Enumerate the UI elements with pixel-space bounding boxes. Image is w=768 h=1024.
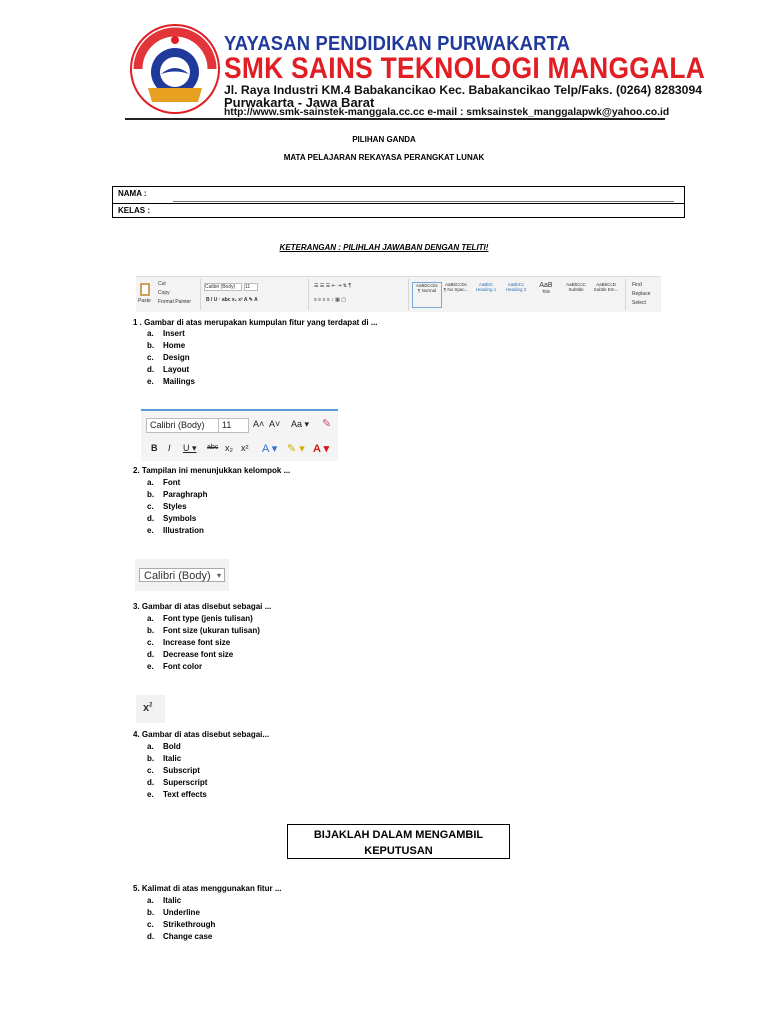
q3-option-b[interactable]: b. Font size (ukuran tulisan) bbox=[147, 626, 260, 635]
q4-option-c[interactable]: c. Subscript bbox=[147, 766, 200, 775]
motto-box bbox=[287, 824, 510, 859]
paragraph-group bbox=[310, 279, 409, 310]
clear-format-icon: ✎ bbox=[322, 418, 332, 430]
q3-option-e[interactable]: e. Font color bbox=[147, 662, 203, 671]
name-field[interactable] bbox=[173, 201, 674, 202]
name-label: NAMA : bbox=[118, 189, 147, 198]
grow-font-icon: A˄ bbox=[253, 419, 265, 429]
replace-label: Replace bbox=[632, 291, 651, 297]
q4-option-a[interactable]: a. Bold bbox=[147, 742, 181, 751]
q4-option-e[interactable]: e. Text effects bbox=[147, 790, 207, 799]
subscript-icon: x₂ bbox=[225, 443, 233, 453]
q3-option-d[interactable]: d. Decrease font size bbox=[147, 650, 234, 659]
font-name-combo: Calibri (Body) bbox=[146, 418, 219, 433]
superscript-icon: x² bbox=[241, 443, 249, 453]
school-name: SMK SAINS TEKNOLOGI MANGGALA bbox=[224, 52, 706, 85]
ribbon-format-buttons: B I U · abc x₂ x² A ✎ A bbox=[206, 297, 258, 303]
text-effects-icon: A ▾ bbox=[262, 443, 278, 455]
font-name-dropdown: Calibri (Body) ▾ bbox=[139, 568, 225, 582]
q5-option-c[interactable]: c. Strikethrough bbox=[147, 920, 216, 929]
clipboard-group bbox=[136, 279, 201, 310]
school-city: Purwakarta - Jawa Barat bbox=[224, 95, 375, 110]
font-group bbox=[202, 279, 309, 310]
superscript-icon: $x^2$ bbox=[143, 702, 153, 714]
editing-group bbox=[629, 279, 659, 310]
underline-icon: U ▾ bbox=[183, 443, 197, 453]
font-group-image bbox=[141, 409, 338, 461]
motto-line-1: BIJAKLAH DALAM MENGAMBIL bbox=[313, 829, 484, 841]
q1-option-d[interactable]: d. Layout bbox=[147, 365, 190, 374]
q2-option-b[interactable]: b. Paraghraph bbox=[147, 490, 208, 499]
home-ribbon-image bbox=[136, 276, 661, 312]
identity-box bbox=[112, 186, 685, 218]
q5-option-a[interactable]: a. Italic bbox=[147, 896, 182, 905]
class-label: KELAS : bbox=[118, 206, 150, 215]
dropdown-arrow-icon: ▾ bbox=[216, 571, 221, 580]
style-title: AaB Title bbox=[539, 282, 553, 294]
font-name-image bbox=[135, 559, 229, 591]
instruction: KETERANGAN : PILIHLAH JAWABAN DENGAN TELITI! bbox=[279, 243, 489, 252]
q2-option-d[interactable]: d. Symbols bbox=[147, 514, 197, 523]
change-case-icon: Aa ▾ bbox=[291, 419, 310, 429]
ribbon-font-name: Calibri (Body) bbox=[204, 283, 242, 291]
q1-option-b[interactable]: b. Home bbox=[147, 341, 186, 350]
q3-option-a[interactable]: a. Font type (jenis tulisan) bbox=[147, 614, 253, 623]
school-address: Jl. Raya Industri KM.4 Babakancikao Kec. Babakancikao Telp/Faks. (0264) 8283094 bbox=[224, 83, 703, 97]
select-label: Select bbox=[632, 300, 646, 306]
format-painter-label: Format Painter bbox=[158, 299, 192, 305]
doc-title: PILIHAN GANDA bbox=[352, 135, 416, 144]
question-2: 2. Tampilan ini menunjukkan kelompok ... bbox=[133, 466, 291, 475]
q2-option-c[interactable]: c. Styles bbox=[147, 502, 187, 511]
strikethrough-icon: abc bbox=[207, 444, 219, 451]
paste-label: Paste bbox=[138, 298, 151, 304]
q3-option-c[interactable]: c. Increase font size bbox=[147, 638, 231, 647]
shrink-font-icon: A˅ bbox=[269, 419, 281, 429]
ribbon-list-buttons: ☰ ☰ ☰ ⇤ ⇥ ⇅ ¶ bbox=[314, 283, 352, 289]
style-subtitle: AaBbCcC Subtitle bbox=[566, 282, 586, 292]
doc-subject: MATA PELAJARAN REKAYASA PERANGKAT LUNAK bbox=[283, 153, 485, 162]
q1-option-c[interactable]: c. Design bbox=[147, 353, 190, 362]
italic-icon: I bbox=[168, 443, 171, 453]
q2-option-a[interactable]: a. Font bbox=[147, 478, 181, 487]
question-4: 4. Gambar di atas disebut sebagai... bbox=[133, 730, 270, 739]
q2-option-e[interactable]: e. Illustration bbox=[147, 526, 204, 535]
q4-option-d[interactable]: d. Superscript bbox=[147, 778, 208, 787]
q5-option-d[interactable]: d. Change case bbox=[147, 932, 213, 941]
q1-option-e[interactable]: e. Mailings bbox=[147, 377, 196, 386]
header-rule bbox=[125, 118, 665, 120]
highlight-icon: ✎ ▾ bbox=[287, 443, 305, 455]
style-subtle-emphasis: AaBbCcD Subtle Em... bbox=[593, 282, 619, 292]
styles-group bbox=[410, 279, 626, 310]
cut-label: Cut bbox=[158, 281, 166, 287]
school-logo bbox=[128, 22, 223, 117]
paste-icon bbox=[139, 281, 151, 297]
font-color-icon: A ▾ bbox=[313, 443, 330, 455]
q1-option-a[interactable]: a. Insert bbox=[147, 329, 185, 338]
foundation-name: YAYASAN PENDIDIKAN PURWAKARTA bbox=[224, 33, 571, 55]
motto-line-2: KEPUTUSAN bbox=[364, 845, 433, 857]
font-size-combo: 11 bbox=[218, 418, 249, 433]
copy-label: Copy bbox=[158, 290, 170, 296]
question-1: 1 . Gambar di atas merupakan kumpulan fitur yang terdapat di ... bbox=[133, 318, 378, 327]
style-no-spacing: AaBbCcDc ¶ No Spac... bbox=[443, 282, 469, 292]
school-contact: http://www.smk-sainstek-manggala.cc.cc e-mail : smksainstek_manggalapwk@yahoo.co.id bbox=[224, 107, 670, 118]
question-5: 5. Kalimat di atas menggunakan fitur ... bbox=[133, 884, 282, 893]
box-divider bbox=[113, 203, 684, 204]
style-heading1: AaBbC Heading 1 bbox=[475, 282, 497, 292]
style-heading2: AaBbCc Heading 2 bbox=[505, 282, 527, 292]
q4-option-b[interactable]: b. Italic bbox=[147, 754, 182, 763]
question-3: 3. Gambar di atas disebut sebagai ... bbox=[133, 602, 272, 611]
bold-icon: B bbox=[151, 443, 158, 453]
ribbon-align-buttons: ≡ ≡ ≡ ≡ ↕ ▦ ▢ bbox=[314, 297, 346, 303]
find-label: Find bbox=[632, 282, 642, 288]
ribbon-font-size: 11 bbox=[244, 283, 258, 291]
superscript-image bbox=[136, 695, 165, 723]
style-normal: AaBbCcDc ¶ Normal bbox=[412, 282, 442, 308]
q5-option-b[interactable]: b. Underline bbox=[147, 908, 200, 917]
